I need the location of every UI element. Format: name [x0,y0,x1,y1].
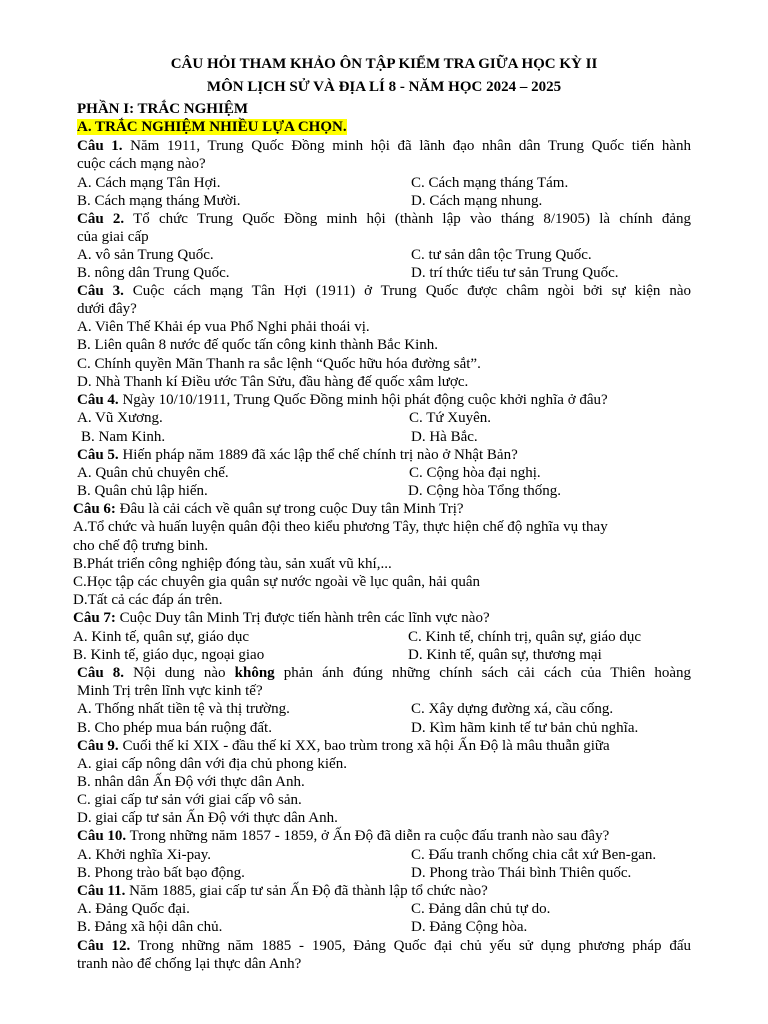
q1-option-b: B. Cách mạng tháng Mười. [77,193,241,209]
question-label: Câu 7: [73,610,116,626]
q1-option-d: D. Cách mạng nhung. [411,193,543,209]
question-2-text-cont: của giai cấp [77,229,149,245]
question-text: Năm 1885, giai cấp tư sản Ấn Độ đã thành lập tổ chức nào? [125,883,488,899]
question-4 [77,391,608,409]
question-label: Câu 3. [77,283,124,299]
q11-option-b: B. Đảng xã hội dân chủ. [77,919,223,935]
q8-option-b: B. Cho phép mua bán ruộng đất. [77,720,272,736]
q7-option-b: B. Kinh tế, giáo dục, ngoại giao [73,647,265,663]
q3-option-a: A. Viên Thế Khải ép vua Phổ Nghi phải thoái vị. [77,319,370,335]
q4-option-a: A. Vũ Xương. [77,410,163,426]
q8-option-d: D. Kìm hãm kinh tế tư bản chủ nghĩa. [411,720,639,736]
q11-option-d: D. Đảng Cộng hòa. [411,919,528,935]
q10-option-a: A. Khởi nghĩa Xi-pay. [77,847,212,863]
q11-option-c: C. Đảng dân chủ tự do. [411,901,551,917]
question-1-text-cont: cuộc cách mạng nào? [77,156,206,172]
q4-option-d: D. Hà Bắc. [411,429,478,445]
subsection-heading [77,118,347,136]
q10-option-d: D. Phong trào Thái bình Thiên quốc. [411,865,632,881]
question-12-text-cont: tranh nào để chống lại thực dân Anh? [77,956,302,972]
question-5 [77,446,518,464]
q6-option-a: A.Tổ chức và huấn luyện quân đội theo kiểu phương Tây, thực hiện chế độ nghĩa vụ thay [73,519,608,535]
q6-option-c: C.Học tập các chuyên gia quân sự nước ngoài về lục quân, hải quân [73,574,480,590]
q9-option-b: B. nhân dân Ấn Độ với thực dân Anh. [77,774,305,790]
q6-option-b: B.Phát triển công nghiệp đóng tàu, sản xuất vũ khí,... [73,556,392,572]
q8-option-c: C. Xây dựng đường xá, cầu cống. [411,701,614,717]
q2-option-a: A. vô sản Trung Quốc. [77,247,214,263]
question-text: Nội dung nào [124,665,235,681]
q5-option-b: B. Quân chủ lập hiến. [77,483,208,499]
q7-option-a: A. Kinh tế, quân sự, giáo dục [73,629,250,645]
q9-option-c: C. giai cấp tư sản với giai cấp vô sản. [77,792,302,808]
question-text: Trong những năm 1857 - 1859, ở Ấn Độ đã diễn ra cuộc đấu tranh nào sau đây? [126,828,610,844]
question-12 [77,937,691,955]
question-label: Câu 10. [77,828,127,844]
section-heading [77,100,248,118]
q4-option-c: C. Tứ Xuyên. [409,410,492,426]
question-text: Cuộc cách mạng Tân Hợi (1911) ở Trung Quốc được châm ngòi bởi sự kiện nào [123,283,691,299]
question-text: Ngày 10/10/1911, Trung Quốc Đồng minh hội phát động cuộc khởi nghĩa ở đâu? [118,392,608,408]
question-text: Cuộc Duy tân Minh Trị được tiến hành trên các lĩnh vực nào? [115,610,490,626]
q5-option-c: C. Cộng hòa đại nghị. [409,465,541,481]
q3-option-d: D. Nhà Thanh kí Điều ước Tân Sửu, đầu hàng đế quốc xâm lược. [77,374,469,390]
question-label: Câu 11. [77,883,126,899]
q11-option-a: A. Đảng Quốc đại. [77,901,190,917]
q6-option-a-cont: cho chế độ trưng binh. [73,538,209,554]
q6-option-d: D.Tất cả các đáp án trên. [73,592,223,608]
q1-option-c: C. Cách mạng tháng Tám. [411,175,569,191]
question-label: Câu 9. [77,738,119,754]
q9-option-a: A. giai cấp nông dân với địa chủ phong kiến. [77,756,347,772]
q2-option-d: D. trí thức tiểu tư sản Trung Quốc. [411,265,619,281]
q7-option-d: D. Kinh tế, quân sự, thương mại [408,647,602,663]
question-label: Câu 8. [77,665,125,681]
question-1 [77,137,691,155]
question-text: Đâu là cải cách về quân sự trong cuộc Duy tân Minh Trị? [115,501,464,517]
question-3-text-cont: dưới đây? [77,301,137,317]
document-title-line-2: MÔN LỊCH SỬ VÀ ĐỊA LÍ 8 - NĂM HỌC 2024 – 2025 [206,79,562,95]
question-8-text-cont: Minh Trị trên lĩnh vực kinh tế? [77,683,263,699]
question-text: Tổ chức Trung Quốc Đồng minh hội (thành lập vào tháng 8/1905) là chính đảng [124,211,691,227]
question-text: Cuối thế kỉ XIX - đầu thế kỉ XX, bao trùm trong xã hội Ấn Độ là mâu thuẫn giữa [118,738,610,754]
q5-option-d: D. Cộng hòa Tổng thống. [408,483,562,499]
q1-option-a: A. Cách mạng Tân Hợi. [77,175,221,191]
q10-option-b: B. Phong trào bất bạo động. [77,865,245,881]
question-8 [77,664,691,682]
question-label: Câu 1. [77,138,123,154]
question-label: Câu 6: [73,501,116,517]
part-title: PHẦN I: TRẮC NGHIỆM [77,101,248,117]
question-3 [77,282,691,300]
document-title-line-1: CÂU HỎI THAM KHẢO ÔN TẬP KIỂM TRA GIỮA HỌC KỲ II [170,56,598,72]
question-label: Câu 2. [77,211,125,227]
q4-option-b: B. Nam Kinh. [81,429,166,445]
question-10 [77,827,609,845]
question-11 [77,882,488,900]
question-emphasis: không [234,665,275,681]
q8-option-a: A. Thống nhất tiền tệ và thị trường. [77,701,290,717]
q3-option-c: C. Chính quyền Mãn Thanh ra sắc lệnh “Quốc hữu hóa đường sắt”. [77,356,481,372]
q5-option-a: A. Quân chủ chuyên chế. [77,465,229,481]
q2-option-c: C. tư sản dân tộc Trung Quốc. [411,247,592,263]
question-text: Hiến pháp năm 1889 đã xác lập thể chế chính trị nào ở Nhật Bản? [118,447,518,463]
question-2 [77,210,691,228]
q7-option-c: C. Kinh tế, chính trị, quân sự, giáo dục [408,629,642,645]
q9-option-d: D. giai cấp tư sản Ấn Độ với thực dân Anh. [77,810,338,826]
subsection-title: A. TRẮC NGHIỆM NHIỀU LỰA CHỌN. [77,119,347,135]
q10-option-c: C. Đấu tranh chống chia cắt xứ Ben-gan. [411,847,657,863]
question-7 [73,609,490,627]
q2-option-b: B. nông dân Trung Quốc. [77,265,230,281]
question-text: Trong những năm 1885 - 1905, Đảng Quốc đại chủ yếu sử dụng phương pháp đấu [130,938,691,954]
question-6 [73,500,464,518]
question-label: Câu 4. [77,392,119,408]
question-label: Câu 5. [77,447,119,463]
question-9 [77,737,610,755]
question-text-cont: phản ánh đúng những chính sách cải cách của Thiên hoàng [274,665,691,681]
question-text: Năm 1911, Trung Quốc Đồng minh hội đã lãnh đạo nhân dân Trung Quốc tiến hành [122,138,691,154]
question-label: Câu 12. [77,938,131,954]
q3-option-b: B. Liên quân 8 nước đế quốc tấn công kinh thành Bắc Kinh. [77,337,438,353]
